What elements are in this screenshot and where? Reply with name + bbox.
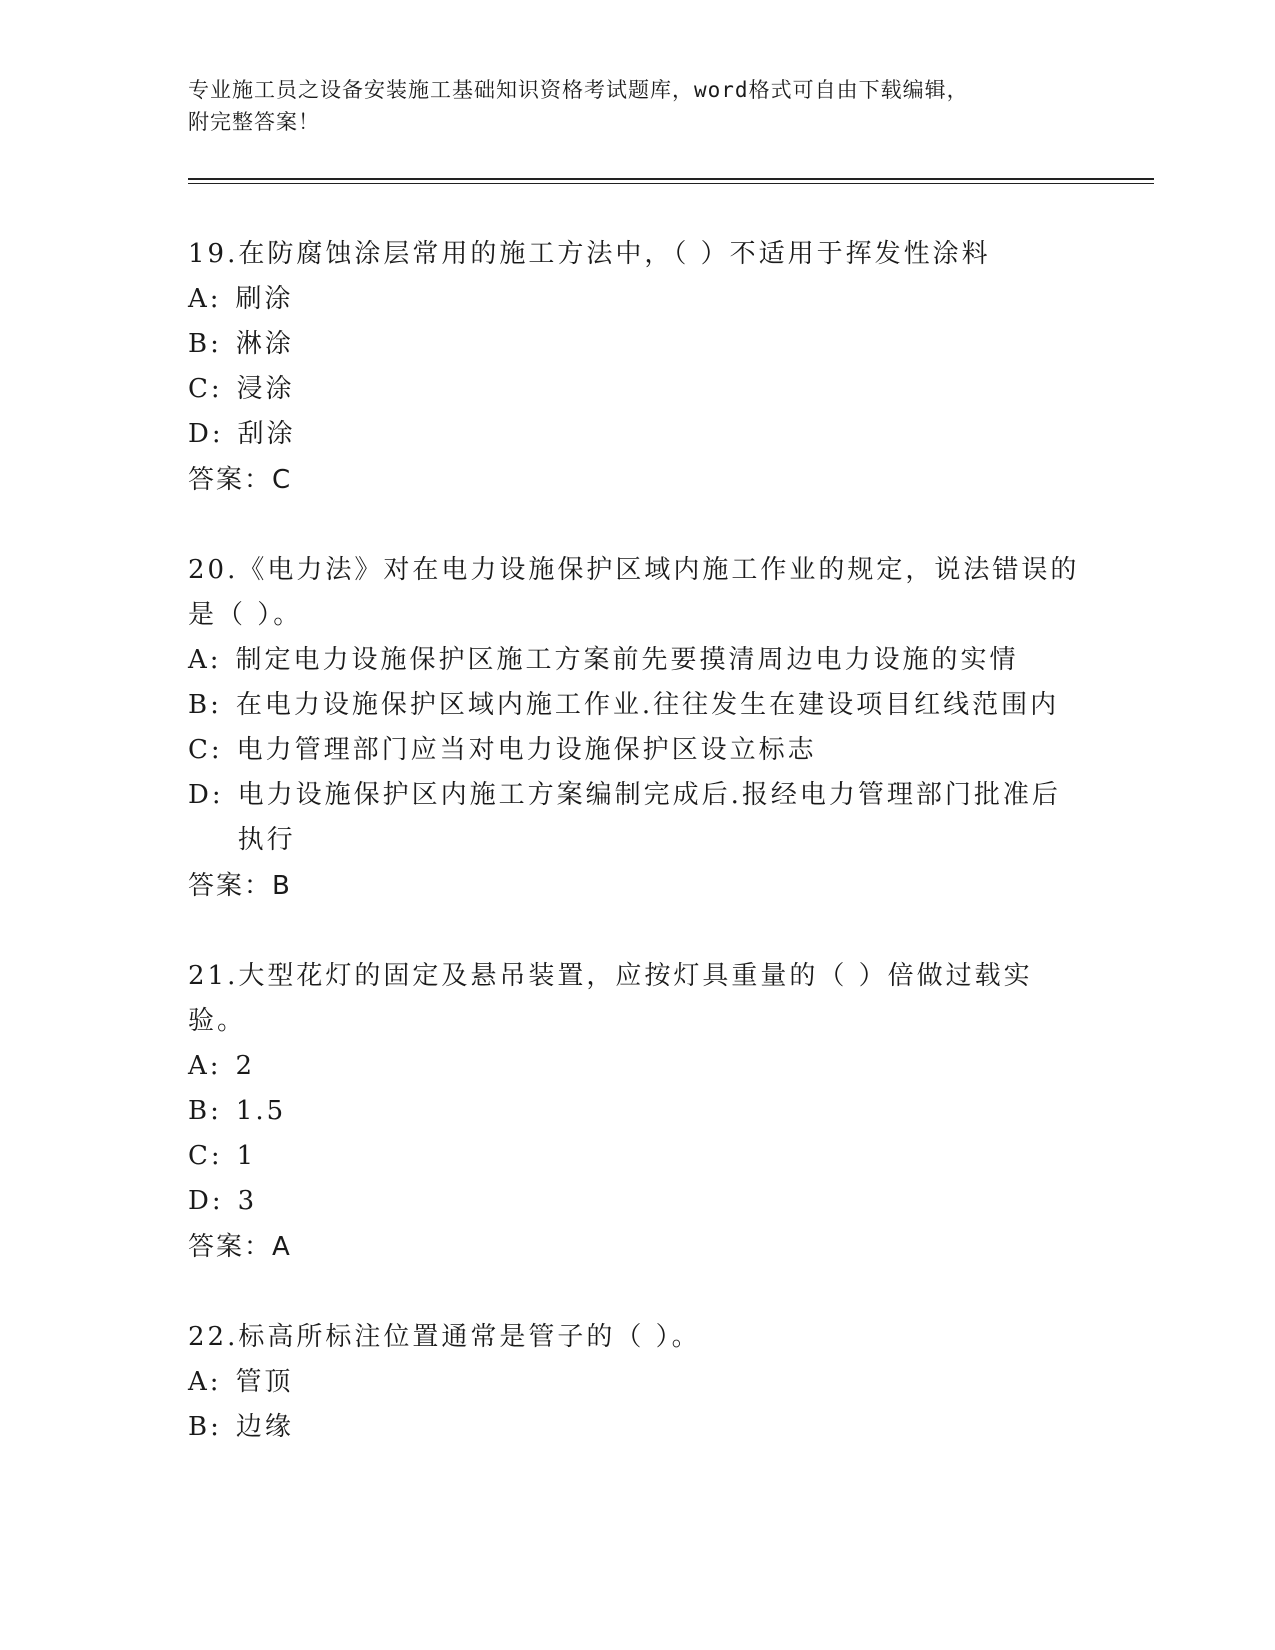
document-header: [188, 74, 1068, 138]
option-a: [188, 638, 1088, 683]
option-letter: A:: [188, 1051, 222, 1081]
option-text: 刷涂: [235, 284, 294, 314]
option-d: [188, 773, 1088, 863]
option-letter: C:: [188, 735, 223, 765]
option-c: [188, 367, 1088, 412]
answer-line: 答案：B: [188, 871, 292, 901]
question-20: [188, 548, 1088, 909]
option-letter: D:: [188, 419, 224, 449]
option-letter: C:: [188, 374, 223, 404]
option-d: [188, 412, 1088, 457]
option-letter: B:: [188, 1096, 222, 1126]
option-letter: D:: [188, 780, 224, 810]
option-text: 1: [236, 1141, 257, 1171]
option-letter: A:: [188, 645, 222, 675]
option-d: [188, 1179, 1088, 1224]
header-line-1: 专业施工员之设备安装施工基础知识资格考试题库，word格式可自由下载编辑，: [188, 78, 969, 102]
question-stem: 19.在防腐蚀涂层常用的施工方法中，（ ）不适用于挥发性涂料: [188, 239, 991, 269]
option-text: 在电力设施保护区域内施工作业.往往发生在建设项目红线范围内: [235, 690, 1060, 720]
option-c: [188, 728, 1088, 773]
option-text: 电力设施保护区内施工方案编制完成后.报经电力管理部门批准后执行: [237, 780, 1061, 855]
option-letter: B:: [188, 690, 222, 720]
option-letter: D:: [188, 1186, 224, 1216]
option-text: 浸涂: [236, 374, 295, 404]
option-text: 制定电力设施保护区施工方案前先要摸清周边电力设施的实情: [235, 645, 1019, 675]
option-b: [188, 322, 1088, 367]
option-letter: B:: [188, 1412, 222, 1442]
question-stem: 22.标高所标注位置通常是管子的（ ）。: [188, 1322, 701, 1352]
option-c: [188, 1134, 1088, 1179]
option-text: 1.5: [235, 1096, 287, 1126]
option-b: [188, 683, 1088, 728]
option-text: 刮涂: [237, 419, 296, 449]
header-line-2: 附完整答案！: [188, 110, 320, 134]
question-22: [188, 1315, 1088, 1450]
option-b: [188, 1405, 1088, 1450]
option-text: 电力管理部门应当对电力设施保护区设立标志: [236, 735, 817, 765]
option-text: 3: [237, 1186, 258, 1216]
question-21: [188, 954, 1088, 1270]
answer-line: 答案：C: [188, 465, 293, 495]
option-a: [188, 1360, 1088, 1405]
option-text: 管顶: [235, 1367, 294, 1397]
question-stem: 21.大型花灯的固定及悬吊装置，应按灯具重量的（ ）倍做过载实验。: [188, 961, 1033, 1036]
option-a: [188, 277, 1088, 322]
option-text: 淋涂: [235, 329, 294, 359]
option-text: 边缘: [235, 1412, 294, 1442]
question-19: [188, 232, 1088, 503]
header-divider: [188, 178, 1154, 184]
question-stem: 20.《电力法》对在电力设施保护区域内施工作业的规定，说法错误的是（ ）。: [188, 555, 1080, 630]
option-letter: C:: [188, 1141, 223, 1171]
question-list: [188, 232, 1088, 1495]
option-a: [188, 1044, 1088, 1089]
option-b: [188, 1089, 1088, 1134]
option-letter: A:: [188, 1367, 222, 1397]
option-letter: A:: [188, 284, 222, 314]
option-text: 2: [235, 1051, 256, 1081]
answer-line: 答案：A: [188, 1232, 292, 1262]
option-letter: B:: [188, 329, 222, 359]
